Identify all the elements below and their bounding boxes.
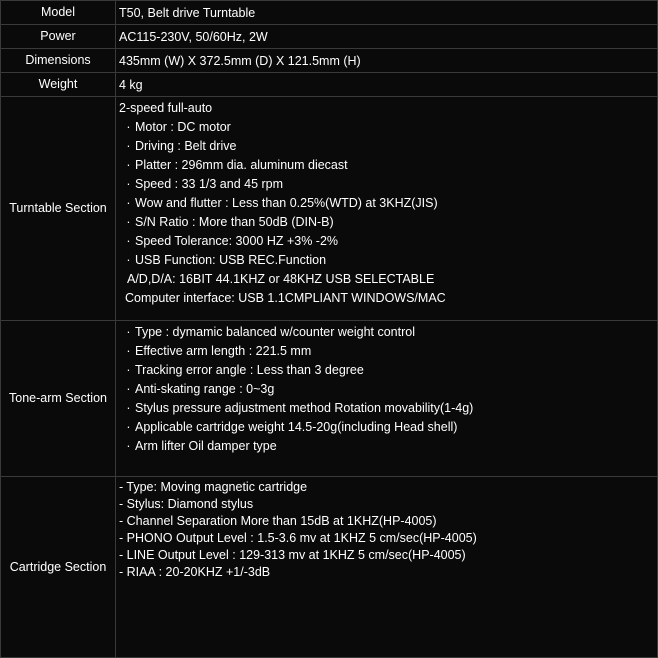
dimensions-label: Dimensions <box>1 49 115 72</box>
list-item: - Type: Moving magnetic cartridge <box>119 480 308 494</box>
list-item: Computer interface: USB 1.1CMPLIANT WINDOWS/MAC <box>125 291 446 305</box>
cartridge-section-label: Cartridge Section <box>1 477 115 657</box>
list-item: · Wow and flutter : Less than 0.25%(WTD) at 3KHZ(JIS) <box>119 194 657 213</box>
list-item: - LINE Output Level : 129-313 mv at 1KHZ 5 cm/sec(HP-4005) <box>119 548 466 562</box>
table-row-cartridge-section <box>1 477 657 657</box>
table-row-power <box>1 25 657 48</box>
list-item: - PHONO Output Level : 1.5-3.6 mv at 1KHZ 5 cm/sec(HP-4005) <box>119 531 477 545</box>
list-item: · Arm lifter Oil damper type <box>119 437 657 456</box>
tonearm-section-label: Tone-arm Section <box>1 321 115 476</box>
list-item: - Stylus: Diamond stylus <box>119 497 254 511</box>
list-item: · USB Function: USB REC.Function <box>119 251 657 270</box>
list-item: · Anti-skating range : 0~3g <box>119 380 657 399</box>
list-item: A/D,D/A: 16BIT 44.1KHZ or 48KHZ USB SELECTABLE <box>127 272 435 286</box>
list-item: · Stylus pressure adjustment method Rotation movability(1-4g) <box>119 399 657 418</box>
power-label: Power <box>1 25 115 48</box>
table-row-turntable-section <box>1 97 657 320</box>
list-item: - RIAA : 20-20KHZ +1/-3dB <box>119 565 271 579</box>
list-item: · Platter : 296mm dia. aluminum diecast <box>119 156 657 175</box>
list-item: · Tracking error angle : Less than 3 degree <box>119 361 657 380</box>
power-value: AC115-230V, 50/60Hz, 2W <box>116 25 657 48</box>
list-item: · Motor : DC motor <box>119 118 657 137</box>
list-item: - Channel Separation More than 15dB at 1KHZ(HP-4005) <box>119 514 437 528</box>
list-item: · Effective arm length : 221.5 mm <box>119 342 657 361</box>
model-label: Model <box>1 1 115 24</box>
turntable-heading: 2-speed full-auto <box>119 101 213 115</box>
table-row-model <box>1 1 657 24</box>
list-item: · Type : dymamic balanced w/counter weight control <box>119 323 657 342</box>
model-value: T50, Belt drive Turntable <box>116 1 657 24</box>
list-item: · Speed : 33 1/3 and 45 rpm <box>119 175 657 194</box>
table-row-tonearm-section <box>1 321 657 476</box>
table-row-dimensions <box>1 49 657 72</box>
dimensions-value: 435mm (W) X 372.5mm (D) X 121.5mm (H) <box>116 49 657 72</box>
turntable-section-label: Turntable Section <box>1 97 115 320</box>
list-item: · S/N Ratio : More than 50dB (DIN-B) <box>119 213 657 232</box>
list-item: · Applicable cartridge weight 14.5-20g(including Head shell) <box>119 418 657 437</box>
weight-value: 4 kg <box>116 73 657 96</box>
weight-label: Weight <box>1 73 115 96</box>
table-row-weight <box>1 73 657 96</box>
list-item: · Driving : Belt drive <box>119 137 657 156</box>
turntable-section-value <box>116 97 657 320</box>
cartridge-section-value <box>116 477 657 657</box>
tonearm-section-value <box>116 321 657 476</box>
list-item: · Speed Tolerance: 3000 HZ +3% -2% <box>119 232 657 251</box>
